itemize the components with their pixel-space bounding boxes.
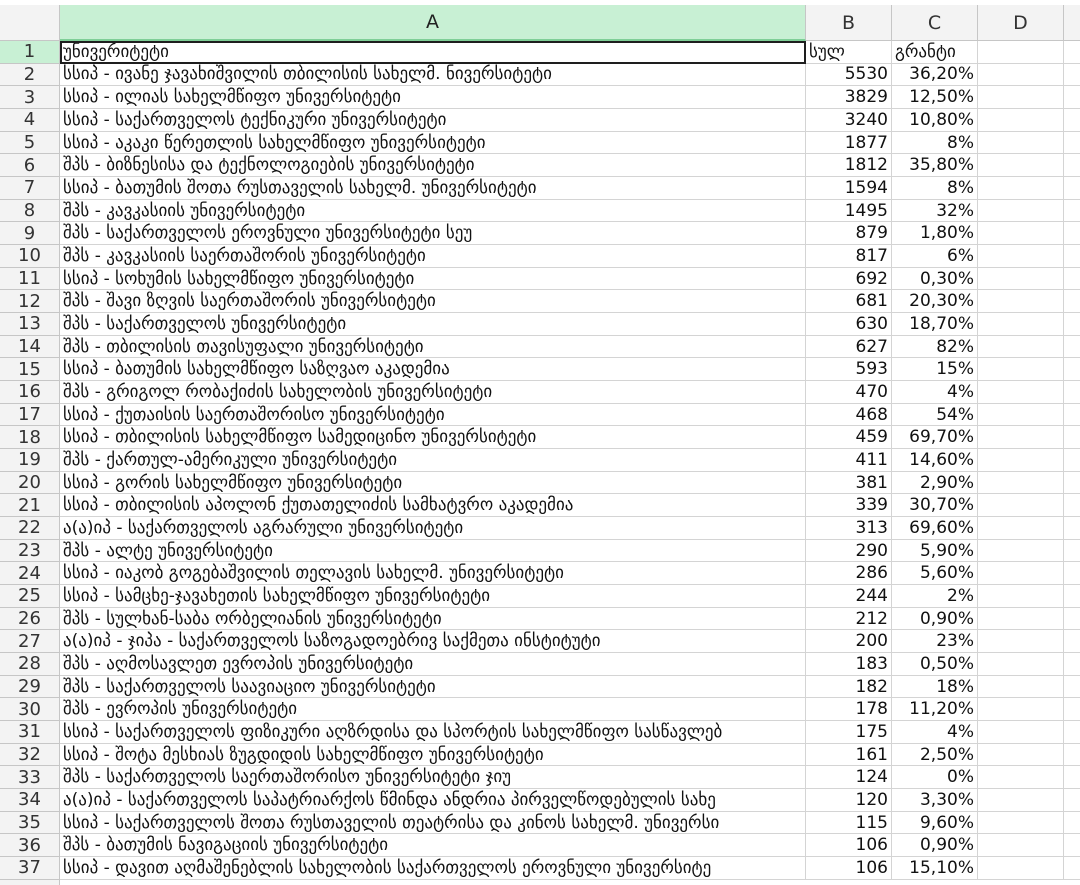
- cell-e[interactable]: [1064, 245, 1080, 268]
- cell-e[interactable]: [1064, 132, 1080, 155]
- table-row: [0, 268, 1080, 291]
- cell-d[interactable]: [978, 268, 1064, 291]
- cell-c[interactable]: 0,50%: [892, 653, 978, 676]
- row-header[interactable]: 35: [0, 812, 60, 835]
- cell-d[interactable]: [978, 404, 1064, 427]
- cell-b[interactable]: 286: [806, 562, 892, 585]
- row-header[interactable]: 6: [0, 154, 60, 177]
- cell-b[interactable]: 681: [806, 290, 892, 313]
- cell-d[interactable]: [978, 676, 1064, 699]
- cell-e[interactable]: [1064, 177, 1080, 200]
- cell-e[interactable]: [1064, 109, 1080, 132]
- cell-d[interactable]: [978, 608, 1064, 631]
- table-row: [0, 426, 1080, 449]
- cell-c[interactable]: 23%: [892, 630, 978, 653]
- cell-d[interactable]: [978, 41, 1064, 64]
- table-row: [0, 834, 1080, 857]
- cell-d[interactable]: [978, 698, 1064, 721]
- table-row: [0, 290, 1080, 313]
- cell-e[interactable]: [1064, 789, 1080, 812]
- cell-c[interactable]: 5,90%: [892, 540, 978, 563]
- cell-c[interactable]: 2,50%: [892, 744, 978, 767]
- cell-c[interactable]: 0,90%: [892, 834, 978, 857]
- row-header[interactable]: 23: [0, 540, 60, 563]
- row-header[interactable]: 30: [0, 698, 60, 721]
- cell-e[interactable]: [1064, 426, 1080, 449]
- row-header[interactable]: 32: [0, 744, 60, 767]
- cell-d[interactable]: [978, 857, 1064, 880]
- cell-a[interactable]: სსიპ - ილიას სახელმწიფო უნივერსიტეტი: [60, 86, 806, 109]
- row-header[interactable]: 5: [0, 132, 60, 155]
- cell-a[interactable]: შპს - გრიგოლ რობაქიძის სახელობის უნივერსიტეტი: [60, 381, 806, 404]
- cell-c[interactable]: 0%: [892, 766, 978, 789]
- cell-a[interactable]: შპს - შავი ზღვის საერთაშორის უნივერსიტეტი: [60, 290, 806, 313]
- cell-d[interactable]: [978, 812, 1064, 835]
- cell-a[interactable]: ა(ა)იპ - საქართველოს საპატრიარქოს წმინდა ანდრია პირველწოდებულის სახე: [60, 789, 806, 812]
- cell-a[interactable]: შპს - სულხან-საბა ორბელიანის უნივერსიტეტი: [60, 608, 806, 631]
- table-row: [0, 789, 1080, 812]
- cell-a[interactable]: შპს - აღმოსავლეთ ევროპის უნივერსიტეტი: [60, 653, 806, 676]
- cell-c[interactable]: 0,90%: [892, 608, 978, 631]
- cell-e[interactable]: [1064, 358, 1080, 381]
- cell-d[interactable]: [978, 653, 1064, 676]
- cell-b[interactable]: სულ: [806, 41, 892, 64]
- table-row: [0, 245, 1080, 268]
- cell-b[interactable]: 106: [806, 834, 892, 857]
- cell-a[interactable]: შპს - საქართველოს საერთაშორისო უნივერსიტეტი ჯიუ: [60, 766, 806, 789]
- cell-d[interactable]: [978, 154, 1064, 177]
- cell-c[interactable]: 12,50%: [892, 86, 978, 109]
- cell-d[interactable]: [978, 562, 1064, 585]
- cell-a[interactable]: სსიპ - ქუთაისის საერთაშორისო უნივერსიტეტი: [60, 404, 806, 427]
- cell-d[interactable]: [978, 132, 1064, 155]
- cell-a[interactable]: შპს - ბიზნესისა და ტექნოლოგიების უნივერსიტეტი: [60, 154, 806, 177]
- cell-d[interactable]: [978, 426, 1064, 449]
- row-header[interactable]: 26: [0, 608, 60, 631]
- cell-e[interactable]: [1064, 744, 1080, 767]
- cell-d[interactable]: [978, 177, 1064, 200]
- cell-a[interactable]: სსიპ - ივანე ჯავახიშვილის თბილისის სახელმ. ნივერსიტეტი: [60, 64, 806, 87]
- cell-a[interactable]: შპს - ბათუმის ნავიგაციის უნივერსიტეტი: [60, 834, 806, 857]
- cell-e[interactable]: [1064, 64, 1080, 87]
- cell-e[interactable]: [1064, 653, 1080, 676]
- cell-b[interactable]: 106: [806, 857, 892, 880]
- cell-a[interactable]: სსიპ - თბილისის სახელმწიფო სამედიცინო უნივერსიტეტი: [60, 426, 806, 449]
- cell-a[interactable]: შპს - ალტე უნივერსიტეტი: [60, 540, 806, 563]
- table-row: [0, 766, 1080, 789]
- row-header[interactable]: 25: [0, 585, 60, 608]
- row-header[interactable]: 24: [0, 562, 60, 585]
- cell-d[interactable]: [978, 766, 1064, 789]
- cell-a[interactable]: სსიპ - დავით აღმაშენებლის სახელობის საქართველოს ეროვნული უნივერსიტე: [60, 857, 806, 880]
- table-row: [0, 472, 1080, 495]
- table-row: [0, 744, 1080, 767]
- cell-b[interactable]: 244: [806, 585, 892, 608]
- cell-b[interactable]: 879: [806, 222, 892, 245]
- cell-b[interactable]: 120: [806, 789, 892, 812]
- cell-a[interactable]: შპს - საქართველოს საავიაციო უნივერსიტეტი: [60, 676, 806, 699]
- cell-b[interactable]: 1594: [806, 177, 892, 200]
- table-row: [0, 608, 1080, 631]
- row-header[interactable]: 7: [0, 177, 60, 200]
- cell-c[interactable]: 6%: [892, 245, 978, 268]
- table-row: [0, 222, 1080, 245]
- row-header[interactable]: 14: [0, 336, 60, 359]
- row-header[interactable]: 28: [0, 653, 60, 676]
- cell-a[interactable]: სსიპ - იაკობ გოგებაშვილის თელავის სახელმ. უნივერსიტეტი: [60, 562, 806, 585]
- cell-b[interactable]: 183: [806, 653, 892, 676]
- cell-c[interactable]: 4%: [892, 381, 978, 404]
- cell-b[interactable]: 3829: [806, 86, 892, 109]
- row-header[interactable]: 29: [0, 676, 60, 699]
- cell-d[interactable]: [978, 336, 1064, 359]
- cell-b[interactable]: 381: [806, 472, 892, 495]
- cell-e[interactable]: [1064, 834, 1080, 857]
- column-header-b[interactable]: B: [806, 5, 892, 41]
- cell-c[interactable]: 36,20%: [892, 64, 978, 87]
- row-header[interactable]: 19: [0, 449, 60, 472]
- cell-c[interactable]: 8%: [892, 132, 978, 155]
- row-header[interactable]: 3: [0, 86, 60, 109]
- table-row: [0, 200, 1080, 223]
- cell-c[interactable]: 0,30%: [892, 268, 978, 291]
- row-header[interactable]: 10: [0, 245, 60, 268]
- cell-d[interactable]: [978, 222, 1064, 245]
- cell-e[interactable]: [1064, 86, 1080, 109]
- table-row: [0, 404, 1080, 427]
- cell-a[interactable]: შპს - კავკასიის უნივერსიტეტი: [60, 200, 806, 223]
- row-header[interactable]: 36: [0, 834, 60, 857]
- cell-e[interactable]: [1064, 540, 1080, 563]
- cell-c[interactable]: 14,60%: [892, 449, 978, 472]
- cell-a[interactable]: სსიპ - აკაკი წერეთლის სახელმწიფო უნივერსიტეტი: [60, 132, 806, 155]
- table-row: [0, 698, 1080, 721]
- cell-a[interactable]: ა(ა)იპ - ჯიპა - საქართველოს საზოგადოებრივ საქმეთა ინსტიტუტი: [60, 630, 806, 653]
- table-row: [0, 64, 1080, 87]
- row-header-partial[interactable]: [0, 880, 60, 885]
- cell-a[interactable]: შპს - კავკასიის საერთაშორის უნივერსიტეტი: [60, 245, 806, 268]
- row-header[interactable]: 20: [0, 472, 60, 495]
- cell-c[interactable]: 4%: [892, 721, 978, 744]
- cell-b[interactable]: 470: [806, 381, 892, 404]
- cell-c[interactable]: 54%: [892, 404, 978, 427]
- cell-c[interactable]: 69,70%: [892, 426, 978, 449]
- row-header[interactable]: 9: [0, 222, 60, 245]
- row-header[interactable]: 27: [0, 630, 60, 653]
- cell-d[interactable]: [978, 381, 1064, 404]
- cell-b[interactable]: 692: [806, 268, 892, 291]
- cell-b[interactable]: 313: [806, 517, 892, 540]
- cell-a[interactable]: სსიპ - საქართველოს ტექნიკური უნივერსიტეტი: [60, 109, 806, 132]
- cell-a[interactable]: შპს - ევროპის უნივერსიტეტი: [60, 698, 806, 721]
- cell-e[interactable]: [1064, 41, 1080, 64]
- table-row: [0, 721, 1080, 744]
- table-row: [0, 812, 1080, 835]
- cell-c[interactable]: 8%: [892, 177, 978, 200]
- cell-e[interactable]: [1064, 472, 1080, 495]
- cell-d[interactable]: [978, 834, 1064, 857]
- cell-b[interactable]: 593: [806, 358, 892, 381]
- row-header[interactable]: 2: [0, 64, 60, 87]
- cell-b[interactable]: 5530: [806, 64, 892, 87]
- cell-b[interactable]: 630: [806, 313, 892, 336]
- cell-e[interactable]: [1064, 857, 1080, 880]
- cell-d[interactable]: [978, 540, 1064, 563]
- table-row: [0, 86, 1080, 109]
- cell-e[interactable]: [1064, 721, 1080, 744]
- row-header[interactable]: 13: [0, 313, 60, 336]
- cell-e[interactable]: [1064, 676, 1080, 699]
- cell-b[interactable]: 459: [806, 426, 892, 449]
- cell-b[interactable]: 200: [806, 630, 892, 653]
- cell-d[interactable]: [978, 721, 1064, 744]
- cell-a[interactable]: სსიპ - სამცხე-ჯავახეთის სახელმწიფო უნივერსიტეტი: [60, 585, 806, 608]
- row-header[interactable]: 11: [0, 268, 60, 291]
- cell-e[interactable]: [1064, 449, 1080, 472]
- cell-a[interactable]: უნივერიტეტი: [60, 41, 806, 64]
- row-38-partial: [0, 880, 1080, 885]
- cell-e[interactable]: [1064, 494, 1080, 517]
- cell-c[interactable]: 18,70%: [892, 313, 978, 336]
- cell-e[interactable]: [1064, 585, 1080, 608]
- cell-a[interactable]: სსიპ - ბათუმის შოთა რუსთაველის სახელმ. უნივერსიტეტი: [60, 177, 806, 200]
- row-header[interactable]: 34: [0, 789, 60, 812]
- cell-b[interactable]: 212: [806, 608, 892, 631]
- cell-d[interactable]: [978, 585, 1064, 608]
- column-header-row: [0, 5, 1080, 41]
- cell-c[interactable]: 2,90%: [892, 472, 978, 495]
- cell-d[interactable]: [978, 109, 1064, 132]
- cell-c[interactable]: 2%: [892, 585, 978, 608]
- table-row: [0, 540, 1080, 563]
- cell-c[interactable]: 10,80%: [892, 109, 978, 132]
- cell-e[interactable]: [1064, 336, 1080, 359]
- cell-e[interactable]: [1064, 562, 1080, 585]
- cell-d[interactable]: [978, 494, 1064, 517]
- table-row: [0, 676, 1080, 699]
- cell-a[interactable]: შპს - საქართველოს უნივერსიტეტი: [60, 313, 806, 336]
- cell-c[interactable]: 20,30%: [892, 290, 978, 313]
- cell-d[interactable]: [978, 517, 1064, 540]
- cell-b[interactable]: 124: [806, 766, 892, 789]
- cell-b[interactable]: 1495: [806, 200, 892, 223]
- cell-a[interactable]: შპს - საქართველოს ეროვნული უნივერსიტეტი სეუ: [60, 222, 806, 245]
- cell-d[interactable]: [978, 449, 1064, 472]
- cell-c[interactable]: 1,80%: [892, 222, 978, 245]
- cell-a[interactable]: სსიპ - თბილისის აპოლონ ქუთათელიძის სამხატვრო აკადემია: [60, 494, 806, 517]
- cell-d[interactable]: [978, 200, 1064, 223]
- cell-c[interactable]: 18%: [892, 676, 978, 699]
- cell-a[interactable]: შპს - ქართულ-ამერიკული უნივერსიტეტი: [60, 449, 806, 472]
- cell-e[interactable]: [1064, 608, 1080, 631]
- cell-c[interactable]: 11,20%: [892, 698, 978, 721]
- cell-e[interactable]: [1064, 698, 1080, 721]
- cell-e[interactable]: [1064, 313, 1080, 336]
- cell-e[interactable]: [1064, 766, 1080, 789]
- cell-b[interactable]: 817: [806, 245, 892, 268]
- cell-e[interactable]: [1064, 517, 1080, 540]
- cell-c[interactable]: 3,30%: [892, 789, 978, 812]
- table-row: [0, 313, 1080, 336]
- cell-e[interactable]: [1064, 381, 1080, 404]
- cell-a[interactable]: სსიპ - საქართველოს შოთა რუსთაველის თეატრისა და კინოს სახელმ. უნივერსი: [60, 812, 806, 835]
- row-header[interactable]: 33: [0, 766, 60, 789]
- cell-c[interactable]: 15,10%: [892, 857, 978, 880]
- table-row: [0, 585, 1080, 608]
- cell-b[interactable]: 1812: [806, 154, 892, 177]
- row-header[interactable]: 21: [0, 494, 60, 517]
- cell-d[interactable]: [978, 245, 1064, 268]
- table-row: [0, 653, 1080, 676]
- table-row: [0, 562, 1080, 585]
- cell-a[interactable]: სსიპ - შოტა მესხიას ზუგდიდის სახელმწიფო უნივერსიტეტი: [60, 744, 806, 767]
- table-row: [0, 517, 1080, 540]
- cell-e[interactable]: [1064, 812, 1080, 835]
- cell-c[interactable]: 15%: [892, 358, 978, 381]
- row-header[interactable]: 12: [0, 290, 60, 313]
- row-header[interactable]: 17: [0, 404, 60, 427]
- cell-d[interactable]: [978, 789, 1064, 812]
- row-header[interactable]: 15: [0, 358, 60, 381]
- cell-c[interactable]: 35,80%: [892, 154, 978, 177]
- cell-b[interactable]: 1877: [806, 132, 892, 155]
- column-header-c[interactable]: C: [892, 5, 978, 41]
- table-row: [0, 41, 1080, 64]
- table-row: [0, 449, 1080, 472]
- cell-e[interactable]: [1064, 154, 1080, 177]
- cell-e[interactable]: [1064, 268, 1080, 291]
- cell-a[interactable]: სსიპ - გორის სახელმწიფო უნივერსიტეტი: [60, 472, 806, 495]
- row-header[interactable]: 16: [0, 381, 60, 404]
- cell-b[interactable]: 339: [806, 494, 892, 517]
- cell-b[interactable]: 115: [806, 812, 892, 835]
- cell-d[interactable]: [978, 290, 1064, 313]
- cell-e[interactable]: [1064, 290, 1080, 313]
- table-row: [0, 630, 1080, 653]
- cell-e[interactable]: [1064, 404, 1080, 427]
- row-header[interactable]: 37: [0, 857, 60, 880]
- cell-b[interactable]: 290: [806, 540, 892, 563]
- cell-d[interactable]: [978, 64, 1064, 87]
- cell-a[interactable]: სსიპ - საქართველოს ფიზიკური აღზრდისა და სპორტის სახელმწიფო სასწავლებ: [60, 721, 806, 744]
- row-header[interactable]: 31: [0, 721, 60, 744]
- table-row: [0, 336, 1080, 359]
- cell-d[interactable]: [978, 86, 1064, 109]
- cell-b[interactable]: 175: [806, 721, 892, 744]
- cell-c[interactable]: 5,60%: [892, 562, 978, 585]
- table-row: [0, 154, 1080, 177]
- row-header[interactable]: 8: [0, 200, 60, 223]
- cell-b[interactable]: 411: [806, 449, 892, 472]
- row-header[interactable]: 4: [0, 109, 60, 132]
- cell-c[interactable]: გრანტი: [892, 41, 978, 64]
- cell-c[interactable]: 82%: [892, 336, 978, 359]
- column-header-d[interactable]: D: [978, 5, 1064, 41]
- table-row: [0, 381, 1080, 404]
- cell-a[interactable]: ა(ა)იპ - საქართველოს აგრარული უნივერსიტეტი: [60, 517, 806, 540]
- cell-e[interactable]: [1064, 630, 1080, 653]
- cell-a[interactable]: შპს - თბილისის თავისუფალი უნივერსიტეტი: [60, 336, 806, 359]
- cell-d[interactable]: [978, 472, 1064, 495]
- cell-b[interactable]: 178: [806, 698, 892, 721]
- cell-b[interactable]: 161: [806, 744, 892, 767]
- cell-c[interactable]: 69,60%: [892, 517, 978, 540]
- table-row: [0, 132, 1080, 155]
- row-header[interactable]: 1: [0, 41, 60, 64]
- select-all-corner[interactable]: [0, 5, 60, 41]
- row-header[interactable]: 22: [0, 517, 60, 540]
- cell-b[interactable]: 3240: [806, 109, 892, 132]
- table-row: [0, 358, 1080, 381]
- cell-b[interactable]: 627: [806, 336, 892, 359]
- row-header[interactable]: 18: [0, 426, 60, 449]
- cell-d[interactable]: [978, 313, 1064, 336]
- cell-c[interactable]: 32%: [892, 200, 978, 223]
- table-row: [0, 109, 1080, 132]
- cell-e[interactable]: [1064, 222, 1080, 245]
- cell-a[interactable]: სსიპ - ბათუმის სახელმწიფო საზღვაო აკადემია: [60, 358, 806, 381]
- column-header-a[interactable]: A: [60, 5, 806, 41]
- cell-b[interactable]: 182: [806, 676, 892, 699]
- table-row: [0, 857, 1080, 880]
- cell-d[interactable]: [978, 744, 1064, 767]
- cell-e[interactable]: [1064, 200, 1080, 223]
- cell-a[interactable]: სსიპ - სოხუმის სახელმწიფო უნივერსიტეტი: [60, 268, 806, 291]
- table-row: [0, 494, 1080, 517]
- table-row: [0, 177, 1080, 200]
- cell-d[interactable]: [978, 630, 1064, 653]
- cell-c[interactable]: 9,60%: [892, 812, 978, 835]
- cell-d[interactable]: [978, 358, 1064, 381]
- column-header-e-partial[interactable]: [1064, 5, 1080, 41]
- cell-b[interactable]: 468: [806, 404, 892, 427]
- cell-c[interactable]: 30,70%: [892, 494, 978, 517]
